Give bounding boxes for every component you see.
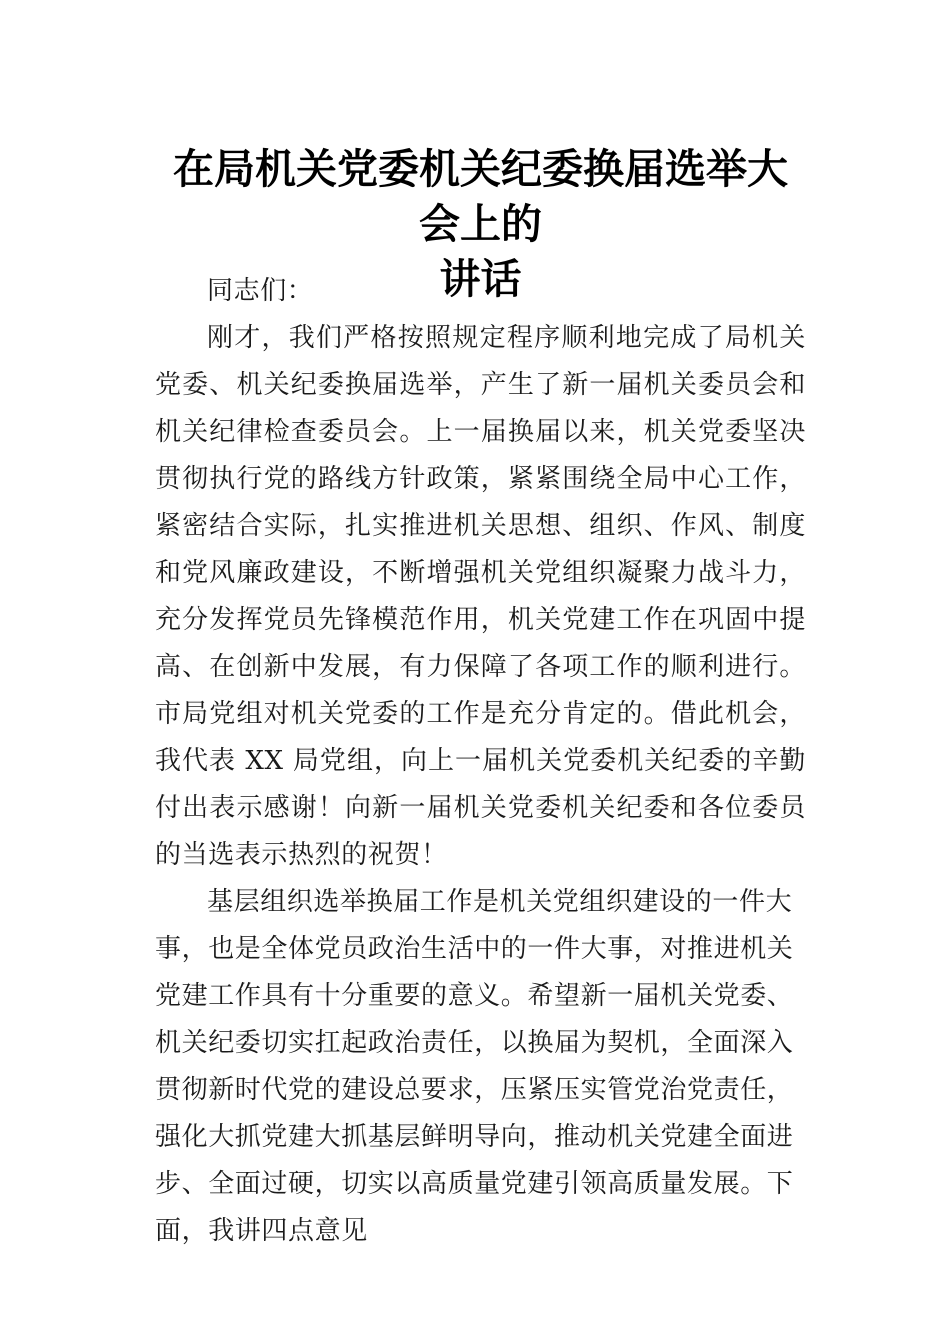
salutation-line: 同志们： bbox=[207, 276, 314, 306]
document-title-line-2: 讲话 bbox=[439, 255, 522, 303]
document-body bbox=[155, 268, 806, 1255]
body-paragraph-2: 基层组织选举换届工作是机关党组织建设的一件大事，也是全体党员政治生活中的一件大事，对推进机关党建工作具有十分重要的意义。希望新一届机关党委、机关纪委切实扛起政治责任，以换届为契机，全面深入贯彻新时代党的建设总要求，压紧压实管党治党责任，强化大抓党建大抓基层鲜明导向，推动机关党建全面进步、全面过硬，切实以高质量党建引领高质量发展。下面，我讲四点意见 bbox=[155, 887, 794, 1246]
document-title-line-1: 在局机关党委机关纪委换届选举大会上的 bbox=[173, 145, 788, 248]
body-paragraph-1: 刚才，我们严格按照规定程序顺利地完成了局机关党委、机关纪委换届选举，产生了新一届机关委员会和机关纪律检查委员会。上一届换届以来，机关党委坚决贯彻执行党的路线方针政策，紧紧围绕全局中心工作，紧密结合实际，扎实推进机关思想、组织、作风、制度和党风廉政建设，不断增强机关党组织凝聚力战斗力，充分发挥党员先锋模范作用，机关党建工作在巩固中提高、在创新中发展，有力保障了各项工作的顺利进行。市局党组对机关党委的工作是充分肯定的。借此机会，我代表 XX 局党组，向上一届机关党委机关纪委的辛勤付出表示感谢！向新一届机关党委机关纪委和各位委员的当选表示热烈的祝贺！ bbox=[155, 323, 806, 870]
